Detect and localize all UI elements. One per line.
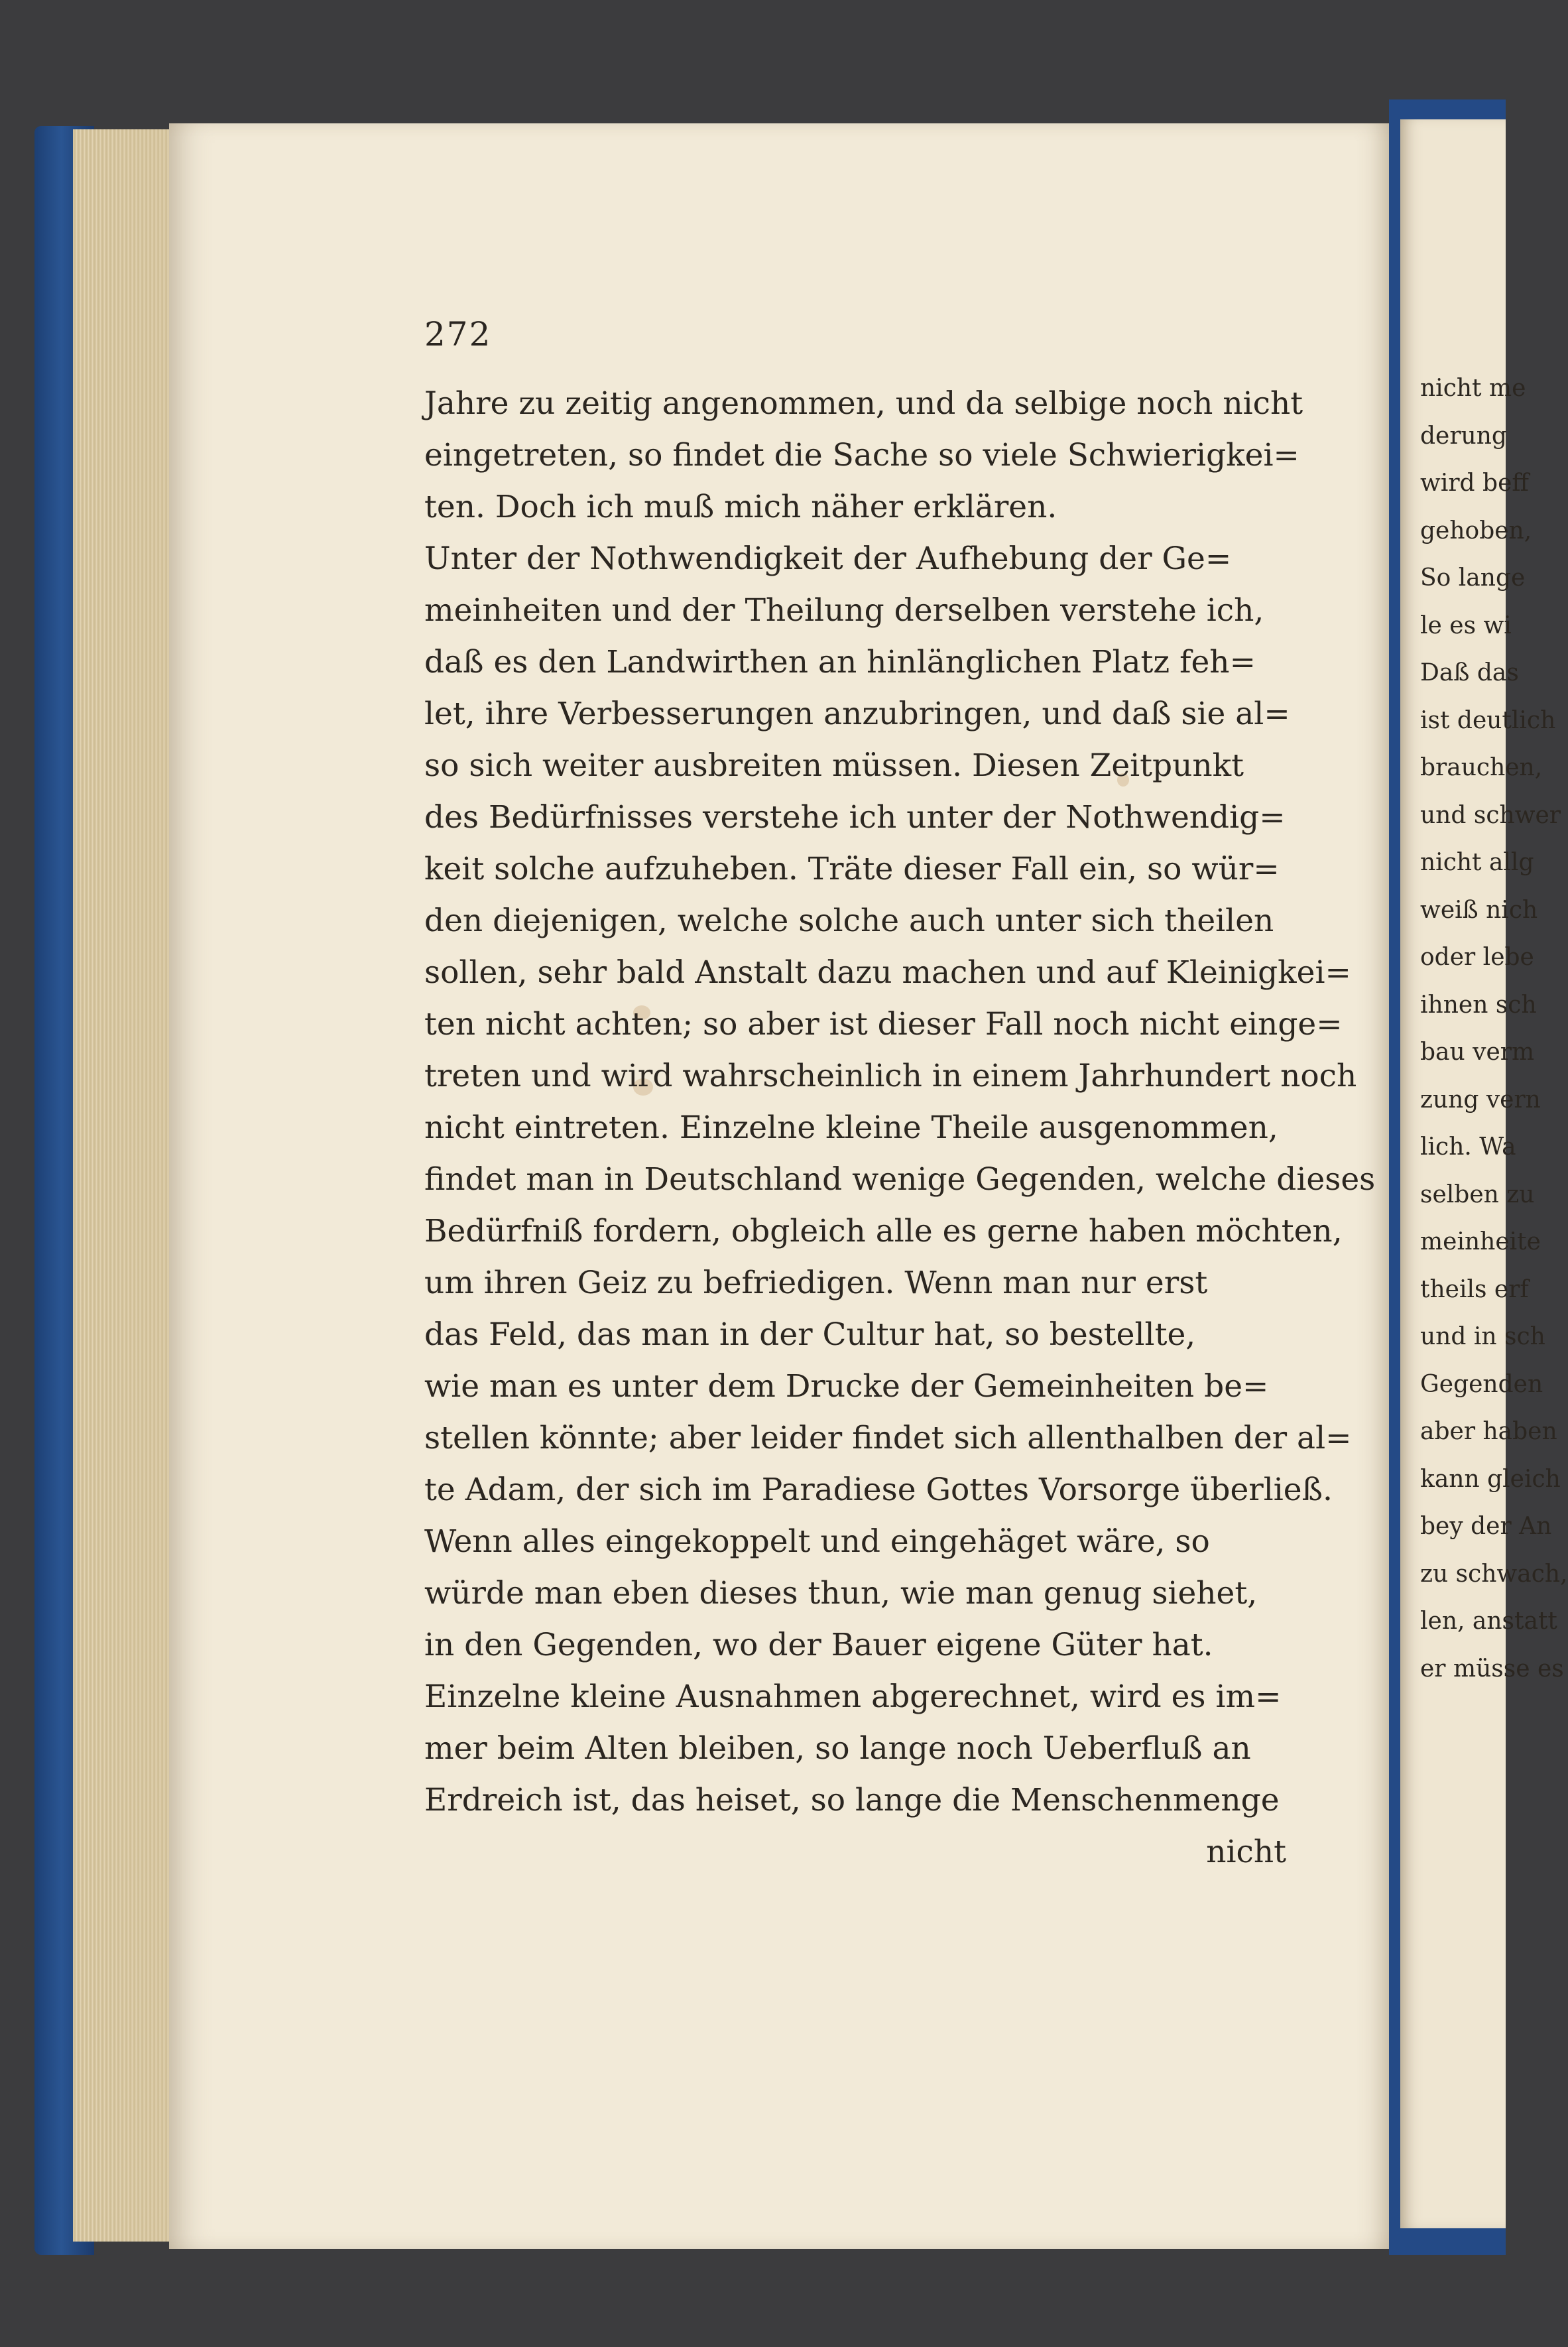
text-line: Erdreich ist, das heiset, so lange die Menschenmenge bbox=[424, 1782, 1280, 1818]
text-line: stellen könnte; aber leider findet sich allenthalben der al= bbox=[424, 1420, 1352, 1456]
text-line: in den Gegenden, wo der Bauer eigene Güter hat. bbox=[424, 1627, 1213, 1663]
text-line: treten und wird wahrscheinlich in einem Jahrhundert noch bbox=[424, 1058, 1357, 1094]
text-line: mer beim Alten bleiben, so lange noch Ueberfluß an bbox=[424, 1730, 1251, 1767]
text-line: nicht eintreten. Einzelne kleine Theile ausgenommen, bbox=[424, 1110, 1278, 1146]
facing-text-line: So lange bbox=[1420, 564, 1526, 592]
facing-text-line: selben zu bbox=[1420, 1180, 1535, 1208]
catchword: nicht bbox=[1206, 1834, 1286, 1870]
text-line: ten. Doch ich muß mich näher erklären. bbox=[424, 489, 1057, 525]
text-line: sollen, sehr bald Anstalt dazu machen und auf Kleinigkei= bbox=[424, 954, 1351, 991]
text-line: den diejenigen, welche solche auch unter sich theilen bbox=[424, 903, 1274, 939]
facing-text-line: und in sch bbox=[1420, 1323, 1545, 1350]
page-number: 272 bbox=[424, 315, 492, 353]
text-line: findet man in Deutschland wenige Gegenden, welche dieses bbox=[424, 1161, 1376, 1198]
text-line: um ihren Geiz zu befriedigen. Wenn man nur erst bbox=[424, 1265, 1208, 1301]
text-line: te Adam, der sich im Paradiese Gottes Vorsorge überließ. bbox=[424, 1472, 1333, 1508]
facing-text-line: weiß nich bbox=[1420, 896, 1538, 924]
text-line: so sich weiter ausbreiten müssen. Diesen Zeitpunkt bbox=[424, 747, 1244, 784]
facing-text-line: bey der An bbox=[1420, 1513, 1552, 1540]
facing-text-line: brauchen, bbox=[1420, 754, 1543, 781]
facing-page bbox=[1400, 119, 1568, 2228]
facing-text-line: zung vern bbox=[1420, 1086, 1541, 1113]
facing-text-line: bau verm bbox=[1420, 1039, 1535, 1066]
facing-text-line: Daß das bbox=[1420, 659, 1519, 686]
facing-text-line: derung bbox=[1420, 422, 1507, 450]
facing-text-line: zu schwach, bbox=[1420, 1560, 1568, 1588]
text-line: let, ihre Verbesserungen anzubringen, und daß sie al= bbox=[424, 696, 1290, 732]
text-line: Wenn alles eingekoppelt und eingehäget wäre, so bbox=[424, 1523, 1210, 1560]
facing-page-text bbox=[1400, 365, 1568, 1692]
facing-text-line: ist deutlich bbox=[1420, 706, 1556, 734]
text-line: Unter der Nothwendigkeit der Aufhebung der Ge= bbox=[424, 540, 1232, 577]
facing-text-line: wird beff bbox=[1420, 470, 1529, 497]
facing-text-line: nicht allg bbox=[1420, 849, 1534, 876]
text-line: würde man eben dieses thun, wie man genug siehet, bbox=[424, 1575, 1258, 1612]
text-line: ten nicht achten; so aber ist dieser Fall noch nicht einge= bbox=[424, 1006, 1343, 1043]
text-line: das Feld, das man in der Cultur hat, so bestellte, bbox=[424, 1316, 1196, 1353]
facing-text-line: theils erf bbox=[1420, 1275, 1529, 1303]
facing-text-line: Gegenden bbox=[1420, 1370, 1543, 1398]
text-line: Jahre zu zeitig angenommen, und da selbige noch nicht bbox=[424, 385, 1303, 422]
text-line: des Bedürfnisses verstehe ich unter der Nothwendig= bbox=[424, 799, 1286, 836]
facing-text-line: und schwer bbox=[1420, 801, 1561, 829]
text-line: Bedürfniß fordern, obgleich alle es gerne haben möchten, bbox=[424, 1213, 1343, 1249]
text-line: daß es den Landwirthen an hinlänglichen Platz feh= bbox=[424, 644, 1256, 680]
facing-text-line: kann gleich bbox=[1420, 1465, 1561, 1493]
facing-text-line: len, anstatt bbox=[1420, 1608, 1557, 1635]
facing-text-line: er müsse es bbox=[1420, 1655, 1564, 1682]
text-line: wie man es unter dem Drucke der Gemeinheiten be= bbox=[424, 1368, 1269, 1405]
facing-text-line: oder lebe bbox=[1420, 944, 1534, 971]
facing-text-line: ihnen sch bbox=[1420, 991, 1537, 1019]
text-line: Einzelne kleine Ausnahmen abgerechnet, wird es im= bbox=[424, 1679, 1282, 1715]
text-line: eingetreten, so findet die Sache so viele Schwierigkei= bbox=[424, 437, 1299, 474]
facing-text-line: meinheite bbox=[1420, 1228, 1541, 1255]
facing-text-line: lich. Wa bbox=[1420, 1133, 1516, 1161]
page-text bbox=[424, 378, 1376, 1878]
facing-text-line: aber haben bbox=[1420, 1418, 1557, 1445]
page-edges bbox=[73, 129, 176, 2242]
text-line: meinheiten und der Theilung derselben verstehe ich, bbox=[424, 592, 1264, 629]
facing-text-line: nicht me bbox=[1420, 375, 1526, 402]
text-line: keit solche aufzuheben. Träte dieser Fall ein, so wür= bbox=[424, 851, 1280, 887]
facing-text-line: le es wi bbox=[1420, 611, 1512, 639]
facing-text-line: gehoben, bbox=[1420, 517, 1532, 544]
